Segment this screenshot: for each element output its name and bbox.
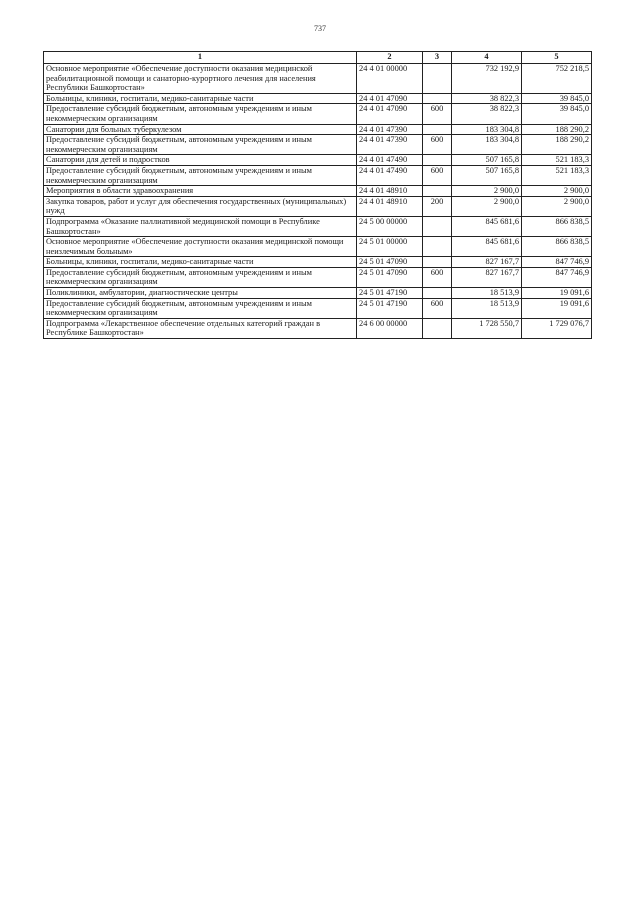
row-value-col4-cell: 507 165,8 [452,165,522,185]
row-value-col4-cell: 845 681,6 [452,216,522,236]
row-type-cell [423,155,452,166]
row-type-cell [423,186,452,197]
row-value-col4-cell: 732 192,9 [452,64,522,94]
row-value-col4-cell: 38 822,3 [452,93,522,104]
table-row [44,257,592,268]
row-value-col5-cell: 866 838,5 [522,237,592,257]
row-name-cell: Предоставление субсидий бюджетным, автономным учреждениям и иным некоммерческим организациям [44,165,357,185]
row-name-cell: Поликлиники, амбулатории, диагностические центры [44,288,357,299]
table-row [44,64,592,94]
table-row [44,155,592,166]
table-row [44,165,592,185]
table-row [44,124,592,135]
header-col-5: 5 [522,52,592,64]
row-value-col5-cell: 188 290,2 [522,124,592,135]
row-value-col4-cell: 38 822,3 [452,104,522,124]
row-name-cell: Предоставление субсидий бюджетным, автономным учреждениям и иным некоммерческим организациям [44,267,357,287]
row-value-col4-cell: 845 681,6 [452,237,522,257]
row-value-col5-cell: 847 746,9 [522,257,592,268]
table-row [44,104,592,124]
row-name-cell: Основное мероприятие «Обеспечение доступности оказания медицинской реабилитационной помощи и санаторно-курортного лечения для населения Республики Башкортостан» [44,64,357,94]
row-value-col4-cell: 1 728 550,7 [452,318,522,338]
row-value-col4-cell: 183 304,8 [452,135,522,155]
table-row [44,135,592,155]
header-row [44,52,592,64]
budget-table [43,51,592,339]
row-code-cell: 24 5 01 47190 [357,298,423,318]
row-type-cell [423,318,452,338]
row-type-cell: 600 [423,298,452,318]
table-row [44,288,592,299]
page-number: 737 [314,24,326,33]
row-value-col5-cell: 752 218,5 [522,64,592,94]
table-row [44,216,592,236]
row-value-col5-cell: 39 845,0 [522,104,592,124]
table-row [44,298,592,318]
row-type-cell [423,64,452,94]
row-code-cell: 24 5 00 00000 [357,216,423,236]
row-code-cell: 24 5 01 47090 [357,257,423,268]
row-code-cell: 24 6 00 00000 [357,318,423,338]
row-name-cell: Больницы, клиники, госпитали, медико-санитарные части [44,93,357,104]
row-value-col4-cell: 827 167,7 [452,267,522,287]
header-col-4: 4 [452,52,522,64]
row-type-cell [423,257,452,268]
row-value-col5-cell: 2 900,0 [522,186,592,197]
row-name-cell: Основное мероприятие «Обеспечение доступности оказания медицинской помощи неизлечимым больным» [44,237,357,257]
row-value-col5-cell: 2 900,0 [522,196,592,216]
row-code-cell: 24 4 01 48910 [357,186,423,197]
row-value-col4-cell: 183 304,8 [452,124,522,135]
row-code-cell: 24 4 01 47390 [357,124,423,135]
row-name-cell: Подпрограмма «Лекарственное обеспечение отдельных категорий граждан в Республике Башкортостан» [44,318,357,338]
row-code-cell: 24 5 01 00000 [357,237,423,257]
row-name-cell: Санатории для больных туберкулезом [44,124,357,135]
row-code-cell: 24 5 01 47190 [357,288,423,299]
row-name-cell: Предоставление субсидий бюджетным, автономным учреждениям и иным некоммерческим организациям [44,298,357,318]
row-type-cell [423,288,452,299]
row-type-cell [423,216,452,236]
header-col-3: 3 [423,52,452,64]
row-name-cell: Предоставление субсидий бюджетным, автономным учреждениям и иным некоммерческим организациям [44,104,357,124]
table-body [44,64,592,339]
table-row [44,93,592,104]
row-name-cell: Санатории для детей и подростков [44,155,357,166]
table-row [44,186,592,197]
row-code-cell: 24 5 01 47090 [357,267,423,287]
row-value-col5-cell: 521 183,3 [522,165,592,185]
row-type-cell: 600 [423,104,452,124]
row-type-cell: 200 [423,196,452,216]
row-value-col5-cell: 866 838,5 [522,216,592,236]
row-name-cell: Предоставление субсидий бюджетным, автономным учреждениям и иным некоммерческим организациям [44,135,357,155]
row-name-cell: Мероприятия в области здравоохранения [44,186,357,197]
table-header [44,52,592,64]
table-row [44,318,592,338]
row-code-cell: 24 4 01 47090 [357,93,423,104]
row-code-cell: 24 4 01 00000 [357,64,423,94]
header-col-2: 2 [357,52,423,64]
row-value-col4-cell: 507 165,8 [452,155,522,166]
row-value-col5-cell: 847 746,9 [522,267,592,287]
row-code-cell: 24 4 01 47090 [357,104,423,124]
row-value-col5-cell: 521 183,3 [522,155,592,166]
row-value-col5-cell: 19 091,6 [522,298,592,318]
row-value-col5-cell: 1 729 076,7 [522,318,592,338]
row-code-cell: 24 4 01 47490 [357,155,423,166]
row-code-cell: 24 4 01 48910 [357,196,423,216]
row-value-col4-cell: 827 167,7 [452,257,522,268]
row-value-col5-cell: 19 091,6 [522,288,592,299]
row-type-cell [423,93,452,104]
row-value-col4-cell: 18 513,9 [452,298,522,318]
table-row [44,237,592,257]
row-value-col5-cell: 188 290,2 [522,135,592,155]
header-col-1: 1 [44,52,357,64]
row-value-col4-cell: 18 513,9 [452,288,522,299]
row-type-cell [423,237,452,257]
row-type-cell: 600 [423,165,452,185]
table-row [44,196,592,216]
row-type-cell [423,124,452,135]
row-name-cell: Закупка товаров, работ и услуг для обеспечения государственных (муниципальных) нужд [44,196,357,216]
row-code-cell: 24 4 01 47390 [357,135,423,155]
row-value-col4-cell: 2 900,0 [452,186,522,197]
row-name-cell: Подпрограмма «Оказание паллиативной медицинской помощи в Республике Башкортостан» [44,216,357,236]
row-value-col5-cell: 39 845,0 [522,93,592,104]
row-code-cell: 24 4 01 47490 [357,165,423,185]
row-type-cell: 600 [423,135,452,155]
row-name-cell: Больницы, клиники, госпитали, медико-санитарные части [44,257,357,268]
table-row [44,267,592,287]
row-value-col4-cell: 2 900,0 [452,196,522,216]
row-type-cell: 600 [423,267,452,287]
